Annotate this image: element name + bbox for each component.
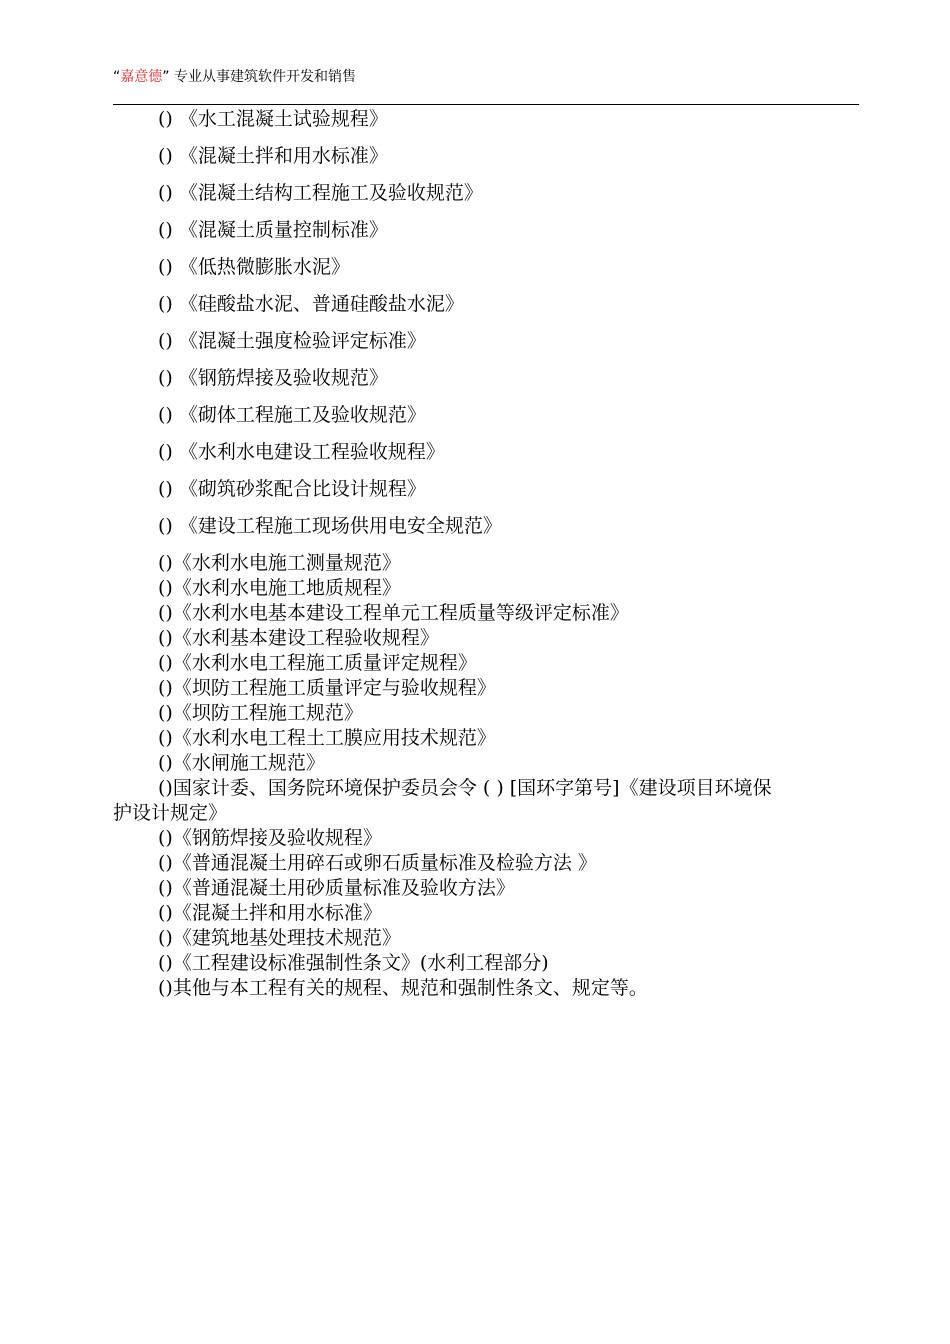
list-item: ()其他与本工程有关的规程、规范和强制性条文、规定等。: [158, 977, 648, 999]
list-item: ()《混凝土拌和用水标准》: [158, 902, 382, 924]
list-item: () 《建设工程施工现场供用电安全规范》: [158, 515, 502, 537]
header-close-quote: ”: [162, 69, 170, 85]
list-item: ()《水利水电工程施工质量评定规程》: [158, 652, 477, 674]
list-item: () 《混凝土质量控制标准》: [158, 219, 388, 241]
list-item: ()《水利基本建设工程验收规程》: [158, 627, 439, 649]
list-item-first-line: ()国家计委、国务院环境保护委员会令 ( ) [国环字第号]《建设项目环境保: [158, 777, 772, 799]
list-item: ()《钢筋焊接及验收规程》: [158, 827, 382, 849]
page-header: [113, 66, 356, 86]
list-item: ()《建筑地基处理技术规范》: [158, 927, 401, 949]
list-item: ()《坝防工程施工规范》: [158, 702, 363, 724]
list-item: ()《普通混凝土用砂质量标准及验收方法》: [158, 877, 515, 899]
standards-list-spaced: [158, 106, 858, 550]
list-item: () 《钢筋焊接及验收规范》: [158, 367, 388, 389]
list-item: () 《砌筑砂浆配合比设计规程》: [158, 478, 426, 500]
list-item: () 《混凝土拌和用水标准》: [158, 145, 388, 167]
header-divider: [113, 104, 859, 105]
brand-name: 嘉意德: [120, 69, 163, 85]
header-open-quote: “: [113, 69, 121, 85]
list-item: () 《水利水电建设工程验收规程》: [158, 441, 445, 463]
list-item: ()《水闸施工规范》: [158, 752, 325, 774]
list-item: ()《水利水电工程土工膜应用技术规范》: [158, 727, 496, 749]
list-item: ()《工程建设标准强制性条文》(水利工程部分): [158, 952, 549, 974]
list-item: ()《水利水电施工地质规程》: [158, 577, 401, 599]
list-item: () 《水工混凝土试验规程》: [158, 108, 388, 130]
list-item: () 《混凝土结构工程施工及验收规范》: [158, 182, 483, 204]
list-item: ()《水利水电基本建设工程单元工程质量等级评定标准》: [158, 602, 629, 624]
list-item: () 《硅酸盐水泥、普通硅酸盐水泥》: [158, 293, 464, 315]
list-item: () 《砌体工程施工及验收规范》: [158, 404, 426, 426]
list-item: () 《低热微膨胀水泥》: [158, 256, 350, 278]
list-item: ()《水利水电施工测量规范》: [158, 552, 401, 574]
header-tagline: 专业从事建筑软件开发和销售: [173, 69, 356, 85]
list-item: ()《普通混凝土用碎石或卵石质量标准及检验方法 》: [158, 852, 597, 874]
list-item-environment-regulation: [113, 776, 904, 826]
standards-list-tight: [113, 551, 858, 1001]
list-item: () 《混凝土强度检验评定标准》: [158, 330, 426, 352]
list-item: ()《坝防工程施工质量评定与验收规程》: [158, 677, 496, 699]
list-item-continuation: 护设计规定》: [113, 802, 228, 824]
